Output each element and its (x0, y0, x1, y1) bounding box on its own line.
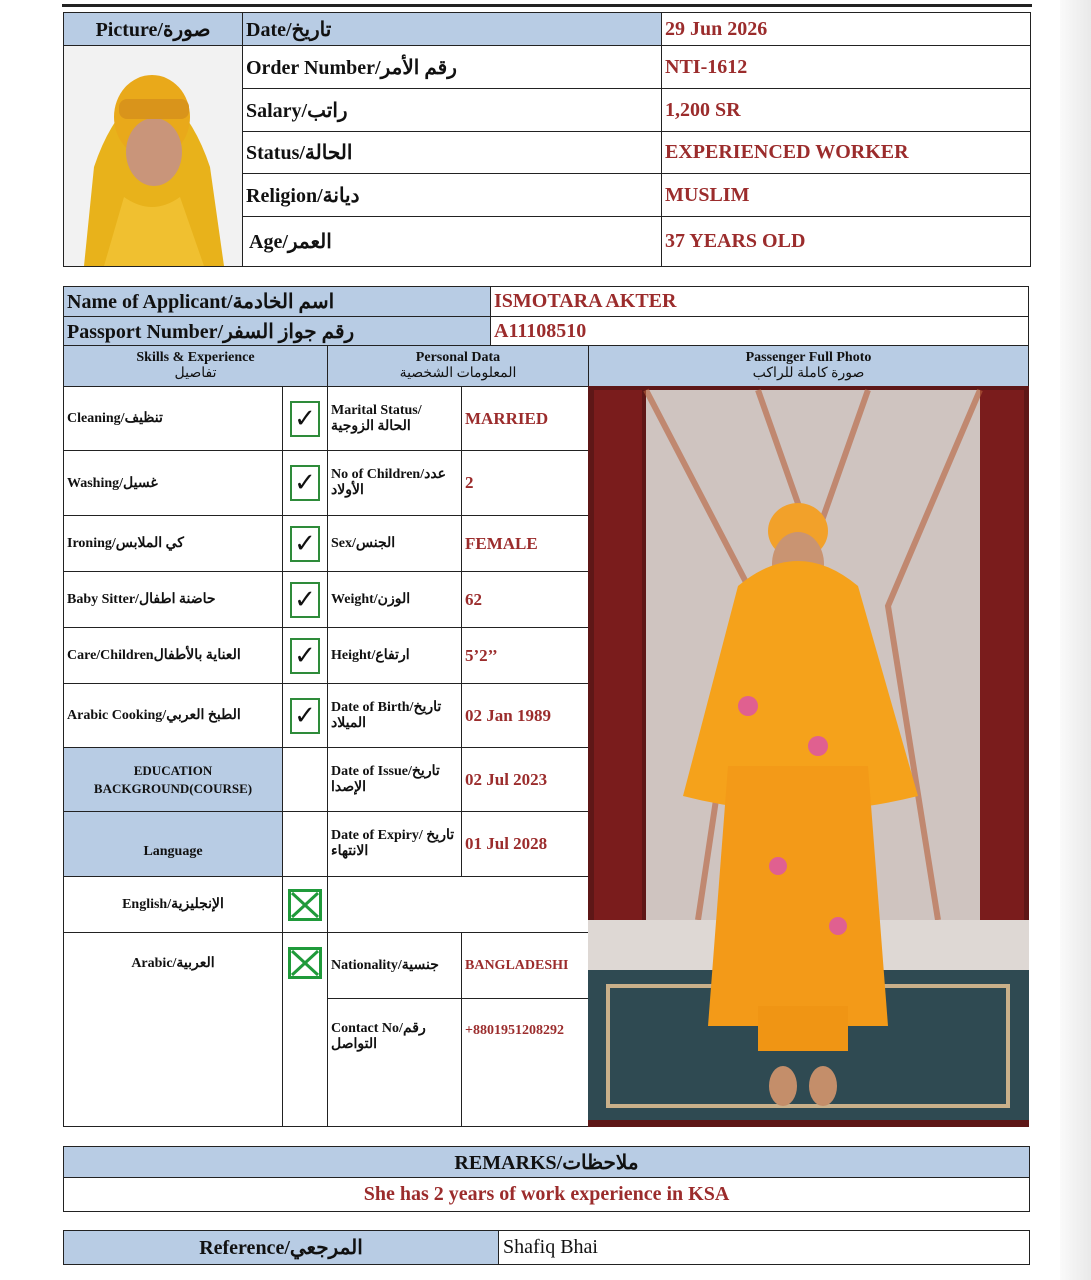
status-value-cell: EXPERIENCED WORKER (661, 131, 1031, 174)
issue-value: 02 Jul 2023 (461, 747, 589, 812)
passport-label-cell: Passport Number/رقم جواز السفر (63, 316, 491, 346)
weight-value: 62 (461, 571, 589, 628)
remarks-header: REMARKS/ملاحظات (63, 1146, 1030, 1178)
lang-english-mark (282, 876, 328, 933)
cross-box-icon (288, 947, 322, 979)
name-value-cell: ISMOTARA AKTER (490, 286, 1029, 317)
checkbox-icon: ✓ (290, 526, 320, 562)
skill-baby-sitter: Baby Sitter/حاضنة اطفال (63, 571, 283, 628)
religion-value-cell: MUSLIM (661, 173, 1031, 217)
lang-arabic-mark (282, 932, 328, 1127)
sex-value: FEMALE (461, 515, 589, 572)
salary-value-cell: 1,200 SR (661, 88, 1031, 132)
religion-label-cell: Religion/ديانة (242, 173, 662, 217)
checkbox-icon: ✓ (290, 698, 320, 734)
language-label: Language (63, 811, 283, 877)
checkbox-icon: ✓ (290, 638, 320, 674)
skill-care-children-check (282, 627, 328, 684)
applicant-photo-small (63, 45, 243, 267)
full-body-portrait-image (588, 386, 1029, 1127)
photo-header: Passenger Full Photo صورة كاملة للراكب (588, 345, 1029, 387)
skill-washing-check (282, 450, 328, 516)
remarks-text: She has 2 years of work experience in KSA (63, 1177, 1030, 1212)
cross-box-icon (288, 889, 322, 921)
status-label-cell: Status/الحالة (242, 131, 662, 174)
weight-label: Weight/الوزن (327, 571, 462, 628)
picture-header: Picture/صورة (63, 12, 243, 46)
skill-arabic-cooking: Arabic Cooking/الطبخ العربي (63, 683, 283, 748)
passport-value-cell: A11108510 (490, 316, 1029, 346)
personal-header: Personal Data المعلومات الشخصية (327, 345, 589, 387)
reference-label: Reference/المرجعي (63, 1230, 499, 1265)
passenger-full-photo (588, 386, 1029, 1127)
dob-label: Date of Birth/تاريخ الميلاد (327, 683, 462, 748)
skill-ironing-check (282, 515, 328, 572)
marital-value: MARRIED (461, 386, 589, 451)
marital-label: Marital Status/ الحالة الزوجية (327, 386, 462, 451)
education-label: EDUCATION BACKGROUND(COURSE) (63, 747, 283, 812)
contact-label: Contact No/رقم التواصل (327, 998, 462, 1127)
checkbox-icon: ✓ (290, 401, 320, 437)
skill-arabic-cooking-check (282, 683, 328, 748)
lang-arabic: Arabic/العربية (63, 932, 283, 1127)
page-edge-shadow (1060, 0, 1091, 1280)
order-label-cell: Order Number/رقم الأمر (242, 45, 662, 89)
contact-value: +8801951208292 (461, 998, 589, 1127)
lang-english: English/الإنجليزية (63, 876, 283, 933)
salary-label-cell: Salary/راتب (242, 88, 662, 132)
order-value-cell: NTI-1612 (661, 45, 1031, 89)
top-rule (62, 4, 1032, 7)
age-label-cell: Age/العمر (242, 216, 662, 267)
nationality-label: Nationality/جنسية (327, 932, 462, 999)
date-label-cell: Date/تاريخ (242, 12, 662, 46)
children-label: No of Children/عدد الأولاد (327, 450, 462, 516)
children-value: 2 (461, 450, 589, 516)
skill-baby-sitter-check (282, 571, 328, 628)
checkbox-icon: ✓ (290, 465, 320, 501)
skill-care-children: Care/Childrenالعناية بالأطفال (63, 627, 283, 684)
nationality-value: BANGLADESHI (461, 932, 589, 999)
date-value-cell: 29 Jun 2026 (661, 12, 1031, 46)
blank-personal-row (327, 876, 589, 933)
skills-header: Skills & Experience تفاصيل (63, 345, 328, 387)
height-value: 5’2’’ (461, 627, 589, 684)
checkbox-icon: ✓ (290, 582, 320, 618)
skill-ironing: Ironing/كي الملابس (63, 515, 283, 572)
skill-cleaning-check (282, 386, 328, 451)
issue-label: Date of Issue/تاريخ الإصدا (327, 747, 462, 812)
reference-value: Shafiq Bhai (498, 1230, 1030, 1265)
sex-label: Sex/الجنس (327, 515, 462, 572)
height-label: Height/ارتفاع (327, 627, 462, 684)
skill-washing: Washing/غسيل (63, 450, 283, 516)
name-label-cell: Name of Applicant/اسم الخادمة (63, 286, 491, 317)
applicant-portrait-image (64, 47, 241, 266)
expiry-value: 01 Jul 2028 (461, 811, 589, 877)
age-value-cell: 37 YEARS OLD (661, 216, 1031, 267)
dob-value: 02 Jan 1989 (461, 683, 589, 748)
language-value (282, 811, 328, 877)
expiry-label: Date of Expiry/ تاريخ الانتهاء (327, 811, 462, 877)
skill-cleaning: Cleaning/تنظيف (63, 386, 283, 451)
education-value (282, 747, 328, 812)
